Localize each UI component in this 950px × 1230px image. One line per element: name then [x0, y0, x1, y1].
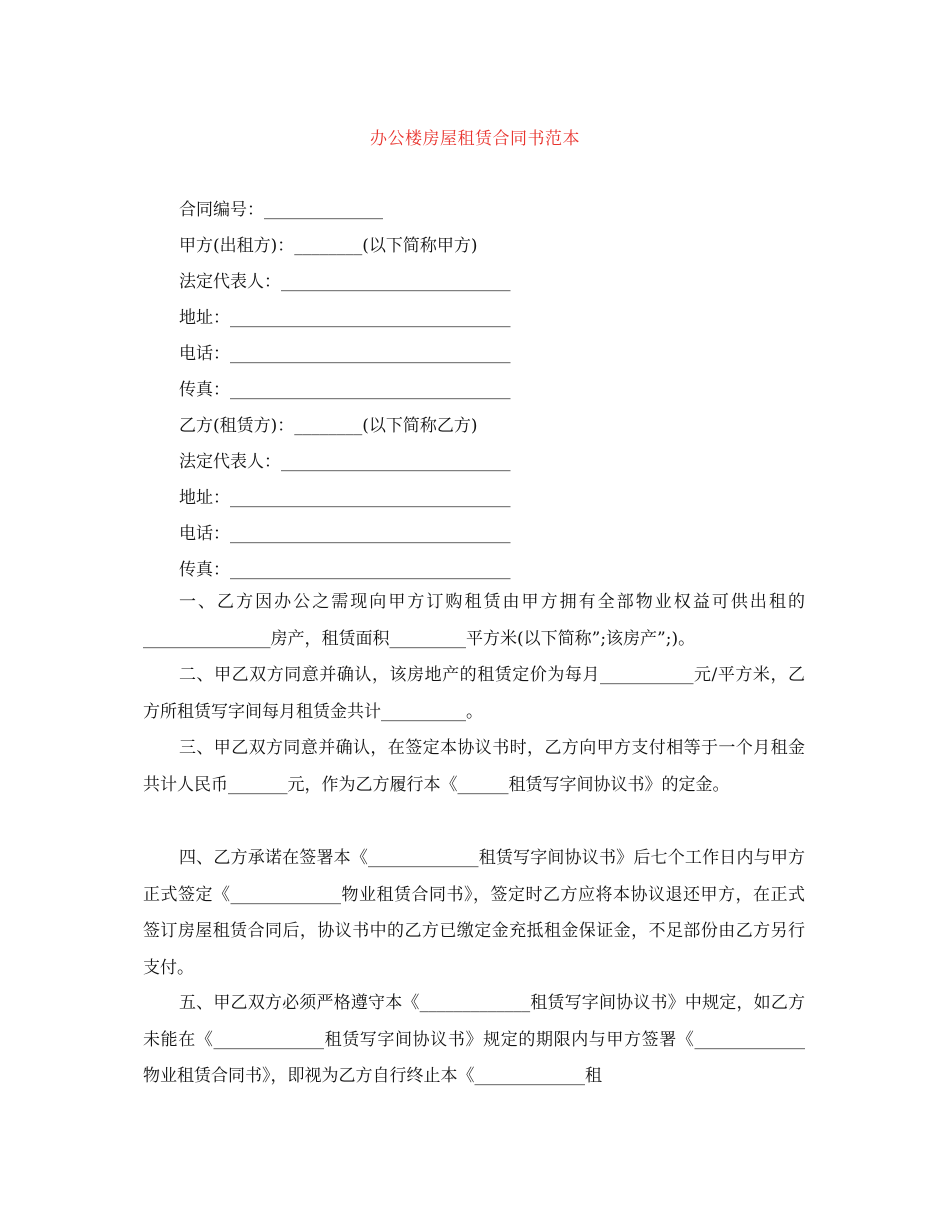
- field-label: 传真：: [179, 380, 230, 400]
- field-label: 电话：: [179, 344, 230, 364]
- field-blank: _________________________________: [230, 488, 511, 508]
- field-blank: ________: [294, 236, 363, 256]
- document-title: 办公楼房屋租赁合同书范本: [370, 129, 580, 149]
- field-label: 地址：: [179, 488, 230, 508]
- field-label: 法定代表人：: [179, 452, 281, 472]
- clause-2: 二、甲乙双方同意并确认，该房地产的租赁定价为每月___________元/平方米，乙方所租赁写字间每月租赁金共计__________。: [143, 665, 805, 722]
- field-label: 传真：: [179, 560, 230, 580]
- field-label: 电话：: [179, 524, 230, 544]
- clause-4: 四、乙方承诺在签署本《_____________租赁写字间协议书》后七个工作日内与甲方正式签定《_____________物业租赁合同书》，签定时乙方应将本协议退还甲方，在正式签订房屋租赁合同后，协议书中的乙方已缴定金充抵租金保证金，不足部份由乙方另行支付。: [143, 848, 805, 978]
- field-label: 地址：: [179, 308, 230, 328]
- field-party-a-representative: [179, 272, 511, 292]
- field-suffix: (以下简称乙方): [362, 416, 478, 436]
- field-blank: ______________: [264, 200, 383, 220]
- field-party-a: [179, 236, 478, 256]
- field-blank: _________________________________: [230, 524, 511, 544]
- field-party-a-phone: [179, 344, 511, 364]
- field-label: 乙方(租赁方)：: [179, 416, 295, 436]
- field-party-b-address: [179, 488, 511, 508]
- field-blank: ________: [294, 416, 363, 436]
- field-blank: ___________________________: [281, 272, 511, 292]
- field-label: 甲方(出租方)：: [179, 236, 295, 256]
- field-blank: _________________________________: [230, 344, 511, 364]
- field-blank: _________________________________: [230, 560, 511, 580]
- field-party-a-address: [179, 308, 511, 328]
- field-blank: ___________________________: [281, 452, 511, 472]
- field-party-b-fax: [179, 560, 511, 580]
- field-blank: _________________________________: [230, 308, 511, 328]
- field-label: 法定代表人：: [179, 272, 281, 292]
- field-suffix: (以下简称甲方): [362, 236, 478, 256]
- field-contract-number: [179, 200, 383, 220]
- field-party-b: [179, 416, 478, 436]
- field-party-a-fax: [179, 380, 511, 400]
- field-party-b-phone: [179, 524, 511, 544]
- field-blank: _________________________________: [230, 380, 511, 400]
- clause-1: 一、乙方因办公之需现向甲方订购租赁由甲方拥有全部物业权益可供出租的_______________房产，租赁面积_________平方米(以下简称”;该房产”;)。: [143, 592, 805, 649]
- field-party-b-representative: [179, 452, 511, 472]
- clause-3: 三、甲乙双方同意并确认，在签定本协议书时，乙方向甲方支付相等于一个月租金共计人民币_______元，作为乙方履行本《______租赁写字间协议书》的定金。: [143, 738, 805, 795]
- field-label: 合同编号：: [179, 200, 264, 220]
- clause-5: 五、甲乙双方必须严格遵守本《_____________租赁写字间协议书》中规定，如乙方未能在《_____________租赁写字间协议书》规定的期限内与甲方签署《_____________物业租赁合同书》，即视为乙方自行终止本《_____________租: [143, 993, 805, 1087]
